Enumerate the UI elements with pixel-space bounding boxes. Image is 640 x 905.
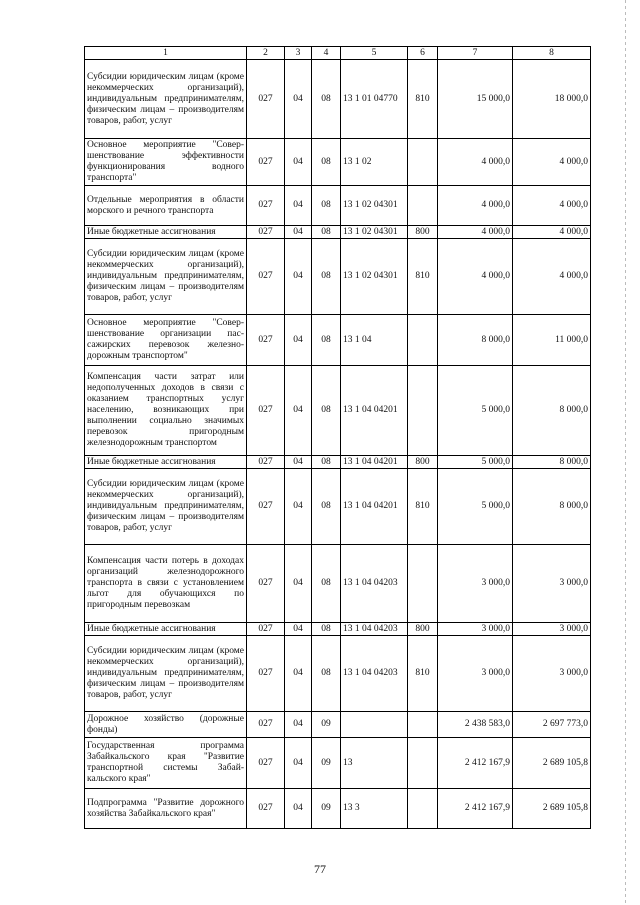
cell-subsection: 08: [312, 366, 341, 456]
table-row: [85, 469, 591, 545]
cell-amount-1: 5 000,0: [438, 456, 513, 469]
cell-amount-2: 8 000,0: [513, 469, 591, 545]
cell-target-article: 13 1 04 04203: [341, 545, 408, 623]
cell-amount-1: 4 000,0: [438, 226, 513, 239]
cell-amount-1: 2 412 167,9: [438, 738, 513, 789]
table-row: [85, 456, 591, 469]
cell-admin-code: 027: [247, 60, 285, 139]
cell-admin-code: 027: [247, 789, 285, 829]
cell-section: 04: [285, 623, 312, 636]
table-row: [85, 139, 591, 186]
header-col-1: 1: [85, 47, 247, 60]
table-row: [85, 636, 591, 712]
cell-amount-1: 3 000,0: [438, 623, 513, 636]
header-col-2: 2: [247, 47, 285, 60]
cell-amount-1: 4 000,0: [438, 186, 513, 226]
cell-expense-type: 810: [408, 60, 438, 139]
cell-expense-type: 800: [408, 456, 438, 469]
cell-section: 04: [285, 545, 312, 623]
cell-subsection: 08: [312, 139, 341, 186]
row-description: Основное мероприятие "Совершенствование эффективности функционирования водного транспорта": [85, 139, 247, 186]
cell-section: 04: [285, 366, 312, 456]
cell-amount-1: 5 000,0: [438, 366, 513, 456]
cell-amount-2: 4 000,0: [513, 139, 591, 186]
row-description: Иные бюджетные ассигнования: [85, 623, 247, 636]
cell-expense-type: [408, 789, 438, 829]
budget-table: [84, 46, 591, 829]
cell-subsection: 09: [312, 712, 341, 738]
cell-admin-code: 027: [247, 623, 285, 636]
cell-expense-type: [408, 186, 438, 226]
row-description: Субсидии юридическим лицам (кроме некоммерческих организаций), индивидуальным предпринимателям, физическим лицам – производителям товаров, работ, услуг: [85, 239, 247, 315]
cell-expense-type: [408, 712, 438, 738]
cell-target-article: [341, 712, 408, 738]
cell-target-article: 13 1 02: [341, 139, 408, 186]
header-col-3: 3: [285, 47, 312, 60]
cell-amount-2: 2 697 773,0: [513, 712, 591, 738]
header-col-8: 8: [513, 47, 591, 60]
row-description: Отдельные мероприятия в области морского и речного транспорта: [85, 186, 247, 226]
cell-amount-2: 2 689 105,8: [513, 738, 591, 789]
row-description: Иные бюджетные ассигнования: [85, 226, 247, 239]
cell-target-article: 13 1 04 04203: [341, 623, 408, 636]
cell-subsection: 08: [312, 226, 341, 239]
cell-subsection: 08: [312, 60, 341, 139]
cell-expense-type: 810: [408, 636, 438, 712]
cell-amount-2: 4 000,0: [513, 239, 591, 315]
cell-expense-type: [408, 545, 438, 623]
cell-target-article: 13 1 04 04201: [341, 469, 408, 545]
cell-section: 04: [285, 469, 312, 545]
table-row: [85, 789, 591, 829]
cell-amount-2: 11 000,0: [513, 315, 591, 366]
row-description: Иные бюджетные ассигнования: [85, 456, 247, 469]
cell-section: 04: [285, 712, 312, 738]
row-description: Дорожное хозяйство (дорожные фонды): [85, 712, 247, 738]
header-col-7: 7: [438, 47, 513, 60]
cell-section: 04: [285, 315, 312, 366]
table-row: [85, 239, 591, 315]
cell-amount-1: 5 000,0: [438, 469, 513, 545]
cell-admin-code: 027: [247, 186, 285, 226]
cell-amount-2: 2 689 105,8: [513, 789, 591, 829]
row-description: Государственная программа Забайкальского края "Развитие транспортной системы Забайкальского края": [85, 738, 247, 789]
cell-section: 04: [285, 186, 312, 226]
cell-section: 04: [285, 60, 312, 139]
cell-amount-2: 3 000,0: [513, 636, 591, 712]
table-row: [85, 366, 591, 456]
cell-subsection: 09: [312, 738, 341, 789]
table-row: [85, 545, 591, 623]
cell-expense-type: [408, 366, 438, 456]
header-col-4: 4: [312, 47, 341, 60]
cell-amount-1: 2 412 167,9: [438, 789, 513, 829]
table-header-row: [85, 47, 591, 60]
cell-target-article: 13 1 04 04203: [341, 636, 408, 712]
cell-target-article: 13 3: [341, 789, 408, 829]
cell-expense-type: 800: [408, 226, 438, 239]
cell-section: 04: [285, 226, 312, 239]
cell-target-article: 13 1 02 04301: [341, 239, 408, 315]
row-description: Субсидии юридическим лицам (кроме некоммерческих организаций), индивидуальным предпринимателям, физическим лицам – производителям товаров, работ, услуг: [85, 636, 247, 712]
table-row: [85, 738, 591, 789]
cell-target-article: 13 1 02 04301: [341, 186, 408, 226]
header-col-6: 6: [408, 47, 438, 60]
cell-target-article: 13 1 04 04201: [341, 456, 408, 469]
cell-amount-2: 8 000,0: [513, 366, 591, 456]
cell-amount-2: 4 000,0: [513, 186, 591, 226]
cell-target-article: 13 1 02 04301: [341, 226, 408, 239]
row-description: Основное мероприятие "Совершенствование организации пассажирских перевозок железнодорожным транспортом": [85, 315, 247, 366]
cell-target-article: 13 1 04: [341, 315, 408, 366]
cell-expense-type: [408, 315, 438, 366]
cell-expense-type: 810: [408, 239, 438, 315]
table-row: [85, 60, 591, 139]
cell-section: 04: [285, 239, 312, 315]
cell-expense-type: 810: [408, 469, 438, 545]
cell-admin-code: 027: [247, 636, 285, 712]
cell-amount-1: 8 000,0: [438, 315, 513, 366]
cell-subsection: 08: [312, 623, 341, 636]
cell-section: 04: [285, 139, 312, 186]
cell-expense-type: [408, 139, 438, 186]
cell-subsection: 08: [312, 456, 341, 469]
cell-amount-2: 3 000,0: [513, 623, 591, 636]
cell-target-article: 13 1 01 04770: [341, 60, 408, 139]
page-edge: [625, 0, 626, 905]
cell-amount-2: 18 000,0: [513, 60, 591, 139]
table-row: [85, 623, 591, 636]
row-description: Субсидии юридическим лицам (кроме некоммерческих организаций), индивидуальным предпринимателям, физическим лицам – производителям товаров, работ, услуг: [85, 60, 247, 139]
cell-amount-2: 8 000,0: [513, 456, 591, 469]
cell-admin-code: 027: [247, 139, 285, 186]
cell-subsection: 08: [312, 545, 341, 623]
cell-section: 04: [285, 456, 312, 469]
cell-expense-type: [408, 738, 438, 789]
cell-section: 04: [285, 636, 312, 712]
table-row: [85, 186, 591, 226]
table-row: [85, 315, 591, 366]
header-col-5: 5: [341, 47, 408, 60]
page-number: 77: [314, 862, 326, 876]
table-row: [85, 226, 591, 239]
cell-admin-code: 027: [247, 545, 285, 623]
cell-section: 04: [285, 789, 312, 829]
row-description: Субсидии юридическим лицам (кроме некоммерческих организаций), индивидуальным предпринимателям, физическим лицам – производителям товаров, работ, услуг: [85, 469, 247, 545]
cell-admin-code: 027: [247, 315, 285, 366]
cell-amount-1: 15 000,0: [438, 60, 513, 139]
cell-amount-2: 3 000,0: [513, 545, 591, 623]
cell-amount-2: 4 000,0: [513, 226, 591, 239]
cell-admin-code: 027: [247, 239, 285, 315]
cell-subsection: 08: [312, 239, 341, 315]
cell-admin-code: 027: [247, 366, 285, 456]
cell-admin-code: 027: [247, 712, 285, 738]
cell-subsection: 08: [312, 469, 341, 545]
cell-target-article: 13 1 04 04201: [341, 366, 408, 456]
row-description: Компенсация части затрат или недополученных доходов в связи с оказанием транспортных услуг населению, возникающих при выполнении социально значимых перевозок пригородным железнодорожным транспортом: [85, 366, 247, 456]
cell-amount-1: 3 000,0: [438, 545, 513, 623]
cell-target-article: 13: [341, 738, 408, 789]
cell-subsection: 08: [312, 636, 341, 712]
cell-subsection: 08: [312, 186, 341, 226]
row-description: Подпрограмма "Развитие дорожного хозяйства Забайкальского края": [85, 789, 247, 829]
cell-amount-1: 3 000,0: [438, 636, 513, 712]
table-row: [85, 712, 591, 738]
cell-admin-code: 027: [247, 469, 285, 545]
cell-subsection: 09: [312, 789, 341, 829]
cell-admin-code: 027: [247, 738, 285, 789]
cell-amount-1: 2 438 583,0: [438, 712, 513, 738]
cell-expense-type: 800: [408, 623, 438, 636]
cell-amount-1: 4 000,0: [438, 139, 513, 186]
cell-section: 04: [285, 738, 312, 789]
row-description: Компенсация части потерь в доходах организаций железнодорожного транспорта в связи с установлением льгот для обучающихся по пригородным перевозкам: [85, 545, 247, 623]
cell-subsection: 08: [312, 315, 341, 366]
cell-admin-code: 027: [247, 456, 285, 469]
cell-amount-1: 4 000,0: [438, 239, 513, 315]
cell-admin-code: 027: [247, 226, 285, 239]
